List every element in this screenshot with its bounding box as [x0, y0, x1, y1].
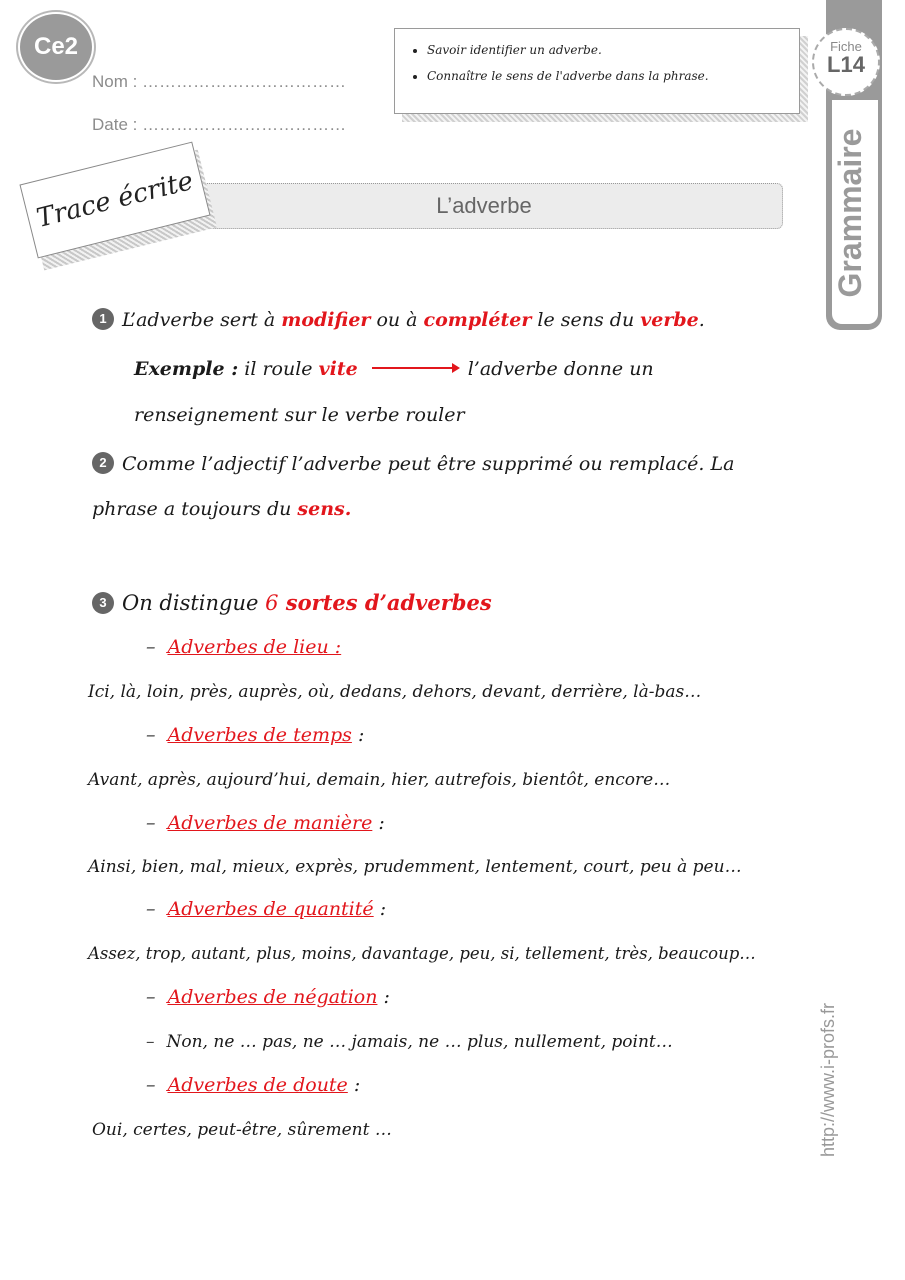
objective-item: • Savoir identifier un adverbe. [427, 37, 799, 63]
arrow-icon [372, 367, 458, 369]
category-title: Adverbes de doute [167, 1074, 348, 1096]
dash: – [146, 636, 156, 658]
dash: – [146, 724, 156, 746]
rule-number-badge: 3 [92, 592, 114, 614]
footer-url: http://www.i-profs.fr [818, 1002, 838, 1158]
rule-text: On distingue [122, 591, 266, 615]
rule-text: L’adverbe sert à [122, 309, 282, 331]
rule-1 [92, 308, 705, 331]
rule-text: phrase a toujours du [92, 498, 298, 520]
example-line-2: renseignement sur le verbe rouler [134, 404, 465, 426]
keyword: 6 [265, 591, 279, 615]
keyword: sens. [297, 498, 352, 520]
category-heading [146, 986, 390, 1008]
category-items [146, 1032, 673, 1052]
category-title: Adverbes de négation [167, 986, 378, 1008]
fiche-code: L14 [827, 52, 865, 77]
category-items: Ainsi, bien, mal, mieux, exprès, prudemment, lentement, court, peu à peu… [88, 857, 742, 877]
category-title: Adverbes de temps [167, 724, 352, 746]
category-title: Adverbes de manière [167, 812, 373, 834]
dash: – [146, 812, 156, 834]
dash: – [146, 1074, 156, 1096]
example-result: l’adverbe donne un [467, 358, 654, 380]
example-word: vite [318, 358, 358, 380]
dash: – [146, 986, 156, 1008]
category-suffix: : [351, 724, 365, 746]
keyword: compléter [423, 309, 532, 331]
category-title: Adverbes de quantité [167, 898, 374, 920]
category-title: Adverbes de lieu : [167, 636, 342, 658]
rule-2 [92, 452, 734, 475]
trace-label: Trace écrite [19, 142, 210, 259]
rule-number-badge: 2 [92, 452, 114, 474]
category-suffix: : [373, 898, 387, 920]
objective-item: • Connaître le sens de l'adverbe dans la phrase. [427, 63, 799, 89]
example-label: Exemple : [134, 358, 239, 380]
dash: – [146, 898, 156, 920]
category-suffix: : [347, 1074, 361, 1096]
rule-number-badge: 1 [92, 308, 114, 330]
category-heading [146, 1074, 360, 1096]
fiche-label: Fiche [830, 39, 862, 54]
name-field: Nom : ……………………………… [92, 72, 347, 91]
rule-text: Comme l’adjectif l’adverbe peut être supprimé ou remplacé. La [122, 453, 735, 475]
fiche-badge [812, 28, 880, 96]
category-items: Oui, certes, peut-être, sûrement … [92, 1120, 392, 1140]
category-heading [146, 812, 385, 834]
dash: – [146, 1032, 155, 1052]
example-text: il roule [238, 358, 319, 380]
rule-text: ou à [370, 309, 424, 331]
rule-text: le sens du [531, 309, 641, 331]
category-suffix: : [377, 986, 390, 1008]
category-heading [146, 898, 386, 920]
category-items: Avant, après, aujourd’hui, demain, hier, autrefois, bientôt, encore… [88, 770, 671, 790]
rule-2-line-2 [92, 498, 351, 520]
example-line [134, 358, 654, 380]
subject-tab-label: Grammaire [832, 128, 868, 298]
category-suffix: : [372, 812, 385, 834]
objectives-box [394, 28, 800, 114]
date-field: Date : ……………………………… [92, 115, 347, 134]
page-title: L’adverbe [185, 183, 783, 229]
keyword: sortes d’adverbes [278, 590, 492, 615]
category-heading [146, 724, 364, 746]
keyword: modifier [281, 309, 371, 331]
category-items: Ici, là, loin, près, auprès, où, dedans, dehors, devant, derrière, là-bas… [88, 682, 702, 702]
rule-3 [92, 590, 492, 615]
keyword: verbe [640, 309, 699, 331]
level-badge: Ce2 [20, 14, 92, 80]
category-items-text: Non, ne … pas, ne … jamais, ne … plus, nullement, point… [166, 1032, 673, 1052]
category-items: Assez, trop, autant, plus, moins, davantage, peu, si, tellement, très, beaucoup… [88, 944, 756, 963]
category-heading [146, 636, 341, 658]
rule-text: . [698, 309, 705, 331]
